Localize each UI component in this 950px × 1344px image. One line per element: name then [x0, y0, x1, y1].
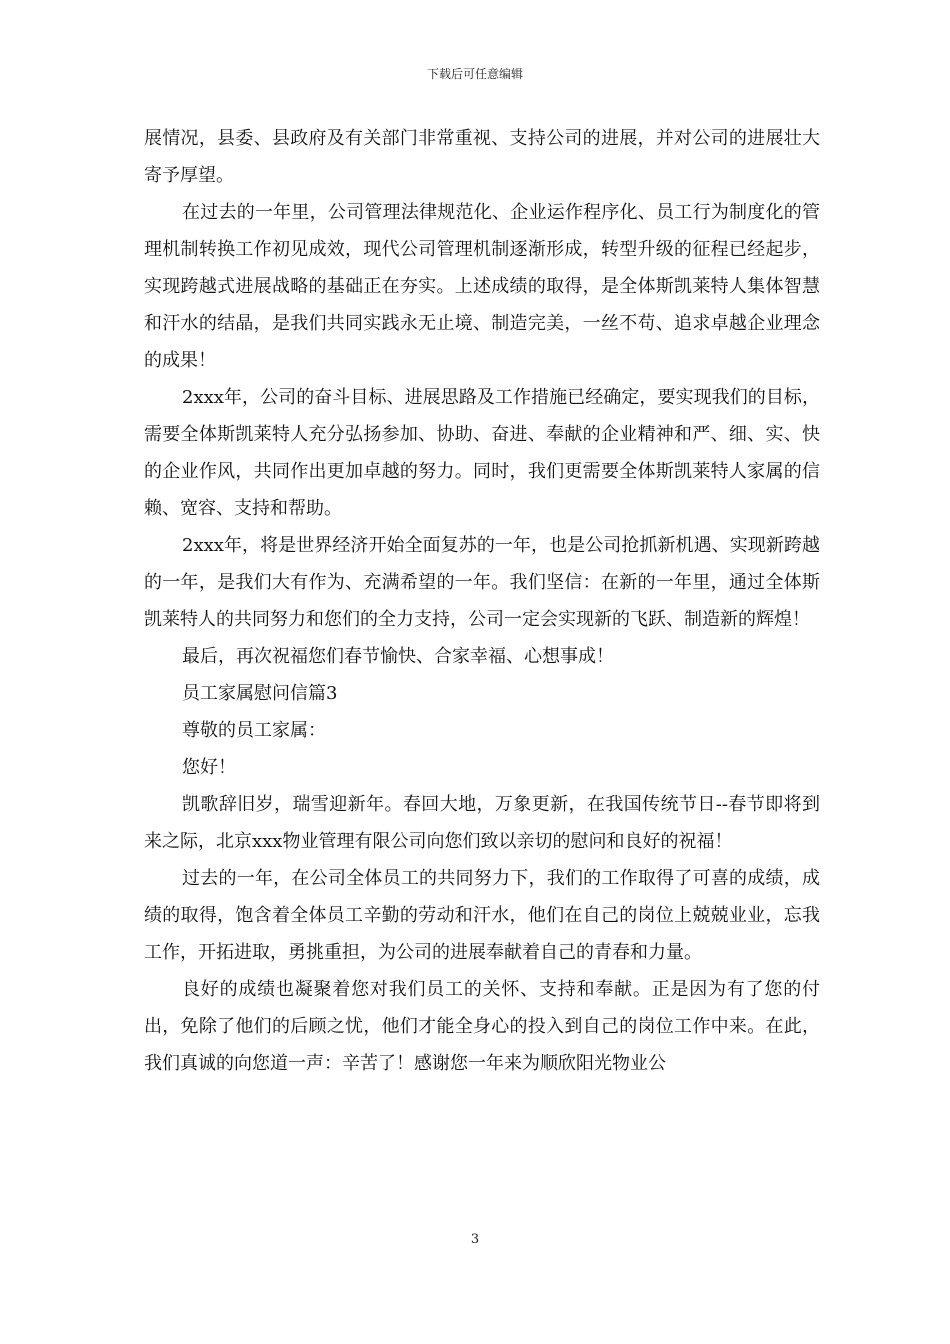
paragraph: 展情况，县委、县政府及有关部门非常重视、支持公司的进展，并对公司的进展壮大寄予厚望。	[144, 128, 820, 186]
paragraph: 在过去的一年里，公司管理法律规范化、企业运作程序化、员工行为制度化的管理机制转换工作初见成效，现代公司管理机制逐渐形成，转型升级的征程已经起步，实现跨越式进展战略的基础正在夯实。上述成绩的取得，是全体斯凯莱特人集体智慧和汗水的结晶，是我们共同实践永无止境、制造完美，一丝不苟、追求卓越企业理念的成果！	[144, 202, 820, 371]
paragraph: 过去的一年，在公司全体员工的共同努力下，我们的工作取得了可喜的成绩，成绩的取得，饱含着全体员工辛勤的劳动和汗水，他们在自己的岗位上兢兢业业，忘我工作，开拓进取，勇挑重担，为公司的进展奉献着自己的青春和力量。	[144, 868, 820, 963]
paragraph: 2xxx年，公司的奋斗目标、进展思路及工作措施已经确定，要实现我们的目标，需要全体斯凯莱特人充分弘扬参加、协助、奋进、奉献的企业精神和严、细、实、快的企业作风，共同作出更加卓越的努力。同时，我们更需要全体斯凯莱特人家属的信赖、宽容、支持和帮助。	[144, 387, 820, 519]
page-number: 3	[470, 1232, 480, 1247]
paragraph: 凯歌辞旧岁，瑞雪迎新年。春回大地，万象更新，在我国传统节日--春节即将到来之际，北京xxx物业管理有限公司向您们致以亲切的慰问和良好的祝福！	[144, 794, 820, 852]
paragraph: 2xxx年，将是世界经济开始全面复苏的一年，也是公司抢抓新机遇、实现新跨越的一年，是我们大有作为、充满希望的一年。我们坚信：在新的一年里，通过全体斯凯莱特人的共同努力和您们的全力支持，公司一定会实现新的飞跃、制造新的辉煌！	[144, 535, 820, 630]
letter-salutation: 尊敬的员工家属：	[182, 720, 326, 741]
paragraph: 最后，再次祝福您们春节愉快、合家幸福、心想事成！	[182, 646, 614, 667]
section-heading: 员工家属慰问信篇3	[182, 683, 338, 704]
document-body	[144, 120, 820, 1082]
letter-greeting: 您好！	[182, 757, 236, 778]
page-header: 下载后可任意编辑	[426, 67, 523, 81]
paragraph: 良好的成绩也凝聚着您对我们员工的关怀、支持和奉献。正是因为有了您的付出，免除了他们的后顾之忧，他们才能全身心的投入到自己的岗位工作中来。在此，我们真诚的向您道一声：辛苦了！感谢您一年来为顺欣阳光物业公	[144, 979, 820, 1074]
